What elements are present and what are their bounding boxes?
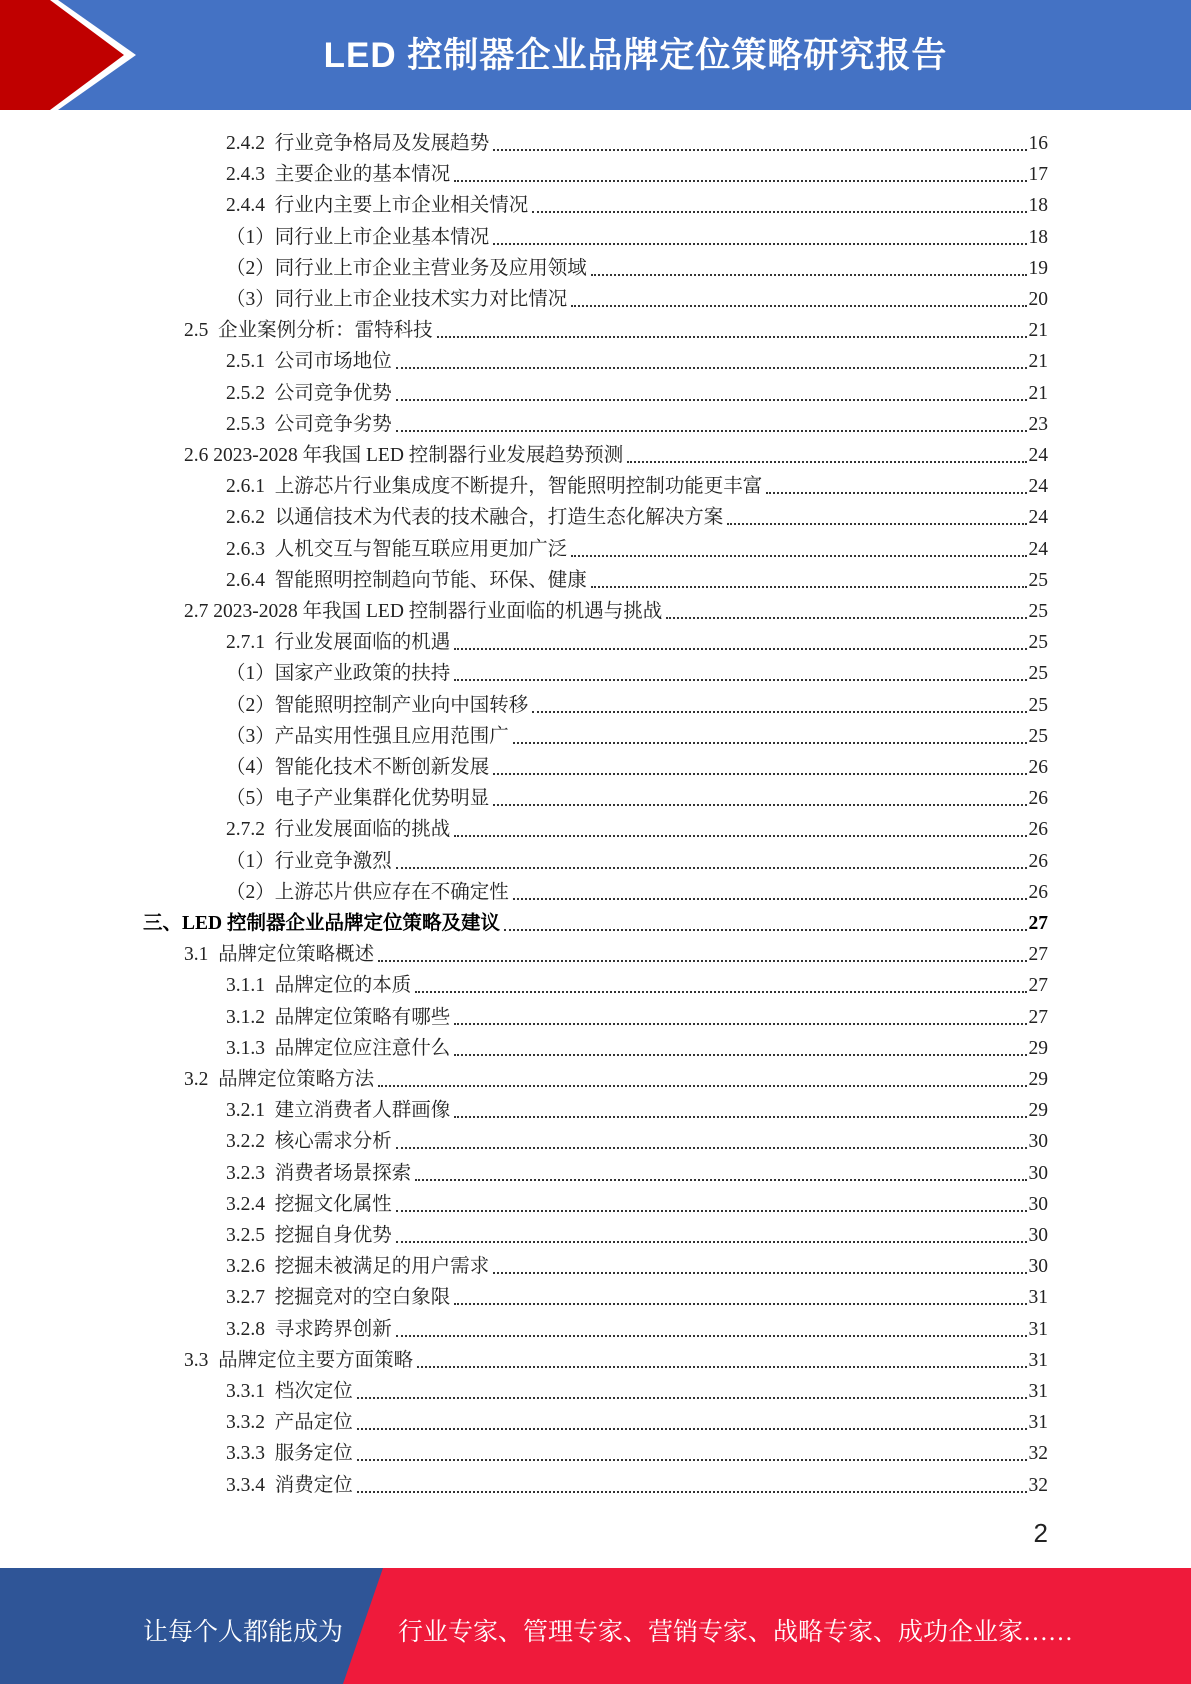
page-header [0,0,1191,110]
toc-entry[interactable] [226,565,1048,596]
toc-dot-leader [454,1053,1026,1056]
toc-entry-page: 27 [1028,975,1048,997]
toc-dot-leader [396,1334,1027,1337]
toc-entry-page: 24 [1028,476,1048,498]
toc-dot-leader [727,522,1026,525]
toc-entry-page: 30 [1028,1131,1048,1153]
toc-dot-leader [396,429,1027,432]
toc-entry[interactable] [226,159,1048,190]
toc-entry-page: 26 [1028,881,1048,903]
report-title: LED 控制器企业品牌定位策略研究报告 [323,36,948,75]
toc-entry[interactable] [226,814,1048,845]
toc-entry-title: 3.1.1 品牌定位的本质 [226,975,412,997]
toc-entry-page: 29 [1028,1100,1048,1122]
toc-entry[interactable] [184,315,1048,346]
toc-dot-leader [378,1084,1026,1087]
toc-entry-title: 3.3.3 服务定位 [226,1443,353,1465]
toc-entry[interactable] [226,1189,1048,1220]
toc-entry[interactable] [226,690,1048,721]
toc-dot-leader [454,647,1026,650]
toc-entry[interactable] [226,1470,1048,1501]
toc-entry-title: （3）同行业上市企业技术实力对比情况 [226,289,568,310]
toc-entry-page: 27 [1028,944,1048,966]
toc-entry[interactable] [226,128,1048,159]
toc-dot-leader [357,1490,1027,1493]
toc-entry-title: 3.3.2 产品定位 [226,1412,353,1434]
toc-entry-title: （1）同行业上市企业基本情况 [226,226,490,248]
toc-entry[interactable] [226,1002,1048,1033]
toc-dot-leader [627,460,1026,463]
toc-entry-title: 3.2 品牌定位策略方法 [184,1069,375,1090]
toc-entry-page: 17 [1028,164,1048,186]
toc-dot-leader [493,803,1026,806]
toc-entry[interactable] [226,1220,1048,1251]
toc-entry-page: 21 [1028,382,1048,404]
toc-entry[interactable] [143,908,1048,939]
toc-entry-title: （2）上游芯片供应存在不确定性 [226,881,509,903]
toc-entry[interactable] [226,222,1048,253]
toc-entry-title: 2.5 企业案例分析：雷特科技 [184,320,433,342]
toc-entry-page: 26 [1028,757,1048,778]
toc-entry-title: 3.2.6 挖掘未被满足的用户需求 [226,1256,490,1278]
page-footer [0,1568,1191,1684]
toc-entry-title: （4）智能化技术不断创新发展 [226,757,490,778]
toc-entry-title: 2.4.4 行业内主要上市企业相关情况 [226,195,529,217]
toc-entry[interactable] [226,1251,1048,1282]
toc-dot-leader [504,928,1027,931]
toc-entry-title: 3.2.5 挖掘自身优势 [226,1225,392,1246]
toc-dot-leader [532,210,1026,213]
toc-entry[interactable] [226,1407,1048,1438]
toc-entry-title: （1）行业竞争激烈 [226,850,392,872]
toc-entry[interactable] [226,1282,1048,1313]
toc-entry-title: 2.7 2023-2028 年我国 LED 控制器行业面临的机遇与挑战 [184,601,663,622]
toc-dot-leader [571,554,1026,557]
toc-dot-leader [571,304,1026,307]
toc-entry-page: 21 [1028,351,1048,373]
toc-entry-title: 3.3.4 消费定位 [226,1474,353,1496]
toc-entry-title: 2.6 2023-2028 年我国 LED 控制器行业发展趋势预测 [184,445,624,466]
toc-entry[interactable] [226,1158,1048,1189]
toc-entry-title: 3.1.3 品牌定位应注意什么 [226,1037,451,1059]
toc-entry[interactable] [184,440,1048,471]
toc-entry-page: 31 [1028,1381,1048,1402]
toc-entry-title: （2）同行业上市企业主营业务及应用领域 [226,257,587,279]
toc-entry-title: 2.6.3 人机交互与智能互联应用更加广泛 [226,538,568,560]
toc-entry-page: 30 [1028,1225,1048,1246]
toc-entry[interactable] [226,1376,1048,1407]
toc-entry-title: 3.2.4 挖掘文化属性 [226,1193,392,1215]
toc-entry[interactable] [226,1314,1048,1345]
toc-entry[interactable] [226,502,1048,533]
toc-entry-title: 2.4.3 主要企业的基本情况 [226,164,451,186]
toc-entry-title: （2）智能照明控制产业向中国转移 [226,694,529,716]
toc-entry-page: 16 [1028,133,1048,154]
toc-entry-page: 30 [1028,1193,1048,1215]
toc-entry-title: 三、LED 控制器企业品牌定位策略及建议 [143,913,500,934]
toc-entry[interactable] [226,970,1048,1001]
toc-entry-title: 3.2.7 挖掘竞对的空白象限 [226,1287,451,1309]
toc-entry-title: 2.5.2 公司竞争优势 [226,382,392,404]
toc-entry-page: 32 [1028,1474,1048,1496]
toc-dot-leader [493,772,1026,775]
toc-entry-title: 3.2.2 核心需求分析 [226,1131,392,1153]
toc-dot-leader [396,366,1027,369]
toc-dot-leader [454,1302,1026,1305]
toc-entry-title: 3.2.1 建立消费者人群画像 [226,1100,451,1122]
toc-entry[interactable] [226,253,1048,284]
toc-entry[interactable] [226,534,1048,565]
toc-dot-leader [513,897,1027,900]
toc-entry[interactable] [226,346,1048,377]
toc-entry[interactable] [226,1095,1048,1126]
toc-dot-leader [357,1458,1027,1461]
toc-entry-page: 25 [1028,569,1048,591]
toc-entry-page: 20 [1028,289,1048,310]
toc-dot-leader [493,148,1026,151]
toc-entry-page: 25 [1028,601,1048,622]
toc-entry-title: （5）电子产业集群化优势明显 [226,788,490,810]
toc-dot-leader [513,741,1027,744]
chevron-logo-icon [0,0,160,110]
toc-entry[interactable] [226,378,1048,409]
toc-entry-page: 26 [1028,788,1048,810]
toc-dot-leader [357,1396,1027,1399]
toc-entry-page: 25 [1028,632,1048,654]
toc-entry-page: 21 [1028,320,1048,342]
toc-dot-leader [666,616,1026,619]
toc-entry[interactable] [184,939,1048,970]
footer-slogan-left: 让每个人都能成为 [143,1619,344,1646]
toc-entry[interactable] [226,752,1048,783]
toc-entry[interactable] [226,1126,1048,1157]
toc-entry-page: 32 [1028,1443,1048,1465]
toc-entry[interactable] [226,471,1048,502]
toc-entry[interactable] [226,658,1048,689]
toc-dot-leader [493,242,1026,245]
toc-entry-page: 31 [1028,1287,1048,1309]
toc-dot-leader [396,1146,1027,1149]
toc-entry[interactable] [226,1033,1048,1064]
toc-entry[interactable] [184,1064,1048,1095]
toc-entry-page: 25 [1028,694,1048,716]
toc-entry[interactable] [226,1438,1048,1469]
toc-dot-leader [357,1427,1027,1430]
toc-dot-leader [396,398,1027,401]
toc-entry[interactable] [226,846,1048,877]
toc-entry-page: 19 [1028,257,1048,279]
toc-dot-leader [493,1271,1026,1274]
toc-entry-page: 29 [1028,1069,1048,1090]
toc-entry-title: 2.7.1 行业发展面临的机遇 [226,632,451,654]
toc-entry-page: 18 [1028,195,1048,217]
toc-entry-page: 18 [1028,226,1048,248]
toc-entry-title: （1）国家产业政策的扶持 [226,663,451,685]
toc-entry-title: 2.6.2 以通信技术为代表的技术融合，打造生态化解决方案 [226,507,724,529]
toc-entry[interactable] [226,877,1048,908]
toc-dot-leader [396,1209,1027,1212]
toc-dot-leader [591,585,1027,588]
toc-dot-leader [415,990,1026,993]
toc-entry-title: 3.1 品牌定位策略概述 [184,944,375,966]
toc-entry-title: 2.5.3 公司竞争劣势 [226,413,392,435]
toc-dot-leader [454,179,1026,182]
toc-entry-page: 31 [1028,1318,1048,1340]
toc-entry-title: 3.1.2 品牌定位策略有哪些 [226,1006,451,1028]
toc-entry-page: 31 [1028,1412,1048,1434]
footer-slogan-right: 行业专家、管理专家、营销专家、战略专家、成功企业家…… [398,1619,1074,1646]
toc-entry-page: 24 [1028,538,1048,560]
toc-dot-leader [396,1240,1027,1243]
toc-entry-page: 31 [1028,1349,1048,1371]
toc-entry-title: 2.7.2 行业发展面临的挑战 [226,819,451,841]
toc-entry-title: 2.6.1 上游芯片行业集成度不断提升，智能照明控制功能更丰富 [226,476,763,498]
toc-dot-leader [454,678,1026,681]
toc-entry[interactable] [226,627,1048,658]
toc-dot-leader [532,710,1026,713]
toc-entry-page: 27 [1028,1006,1048,1028]
toc-entry-page: 24 [1028,507,1048,529]
toc-entry-page: 25 [1028,725,1048,747]
toc-dot-leader [454,1115,1026,1118]
toc-entry-page: 30 [1028,1162,1048,1184]
toc-dot-leader [417,1365,1026,1368]
toc-entry[interactable] [226,409,1048,440]
toc-dot-leader [454,1022,1026,1025]
toc-entry[interactable] [184,596,1048,627]
toc-entry-title: 2.5.1 公司市场地位 [226,351,392,373]
toc-entry-page: 23 [1028,413,1048,435]
toc-entry-title: 3.3.1 档次定位 [226,1381,353,1402]
toc-dot-leader [396,866,1027,869]
toc-dot-leader [766,491,1026,494]
toc-entry[interactable] [226,190,1048,221]
toc-entry-page: 29 [1028,1037,1048,1059]
page-number: 2 [1033,1518,1048,1548]
toc-entry-page: 24 [1028,445,1048,466]
toc-entry-title: 2.6.4 智能照明控制趋向节能、环保、健康 [226,569,587,591]
toc-entry[interactable] [226,783,1048,814]
toc-entry-title: 2.4.2 行业竞争格局及发展趋势 [226,133,490,154]
toc-entry-title: 3.3 品牌定位主要方面策略 [184,1349,414,1371]
toc-entry-page: 25 [1028,663,1048,685]
toc-entry-title: 3.2.3 消费者场景探索 [226,1162,412,1184]
toc-entry-page: 26 [1028,819,1048,841]
toc-dot-leader [378,959,1026,962]
toc-dot-leader [591,273,1027,276]
toc-entry-page: 26 [1028,850,1048,872]
toc-entry-page: 27 [1028,913,1048,934]
toc-entry-title: （3）产品实用性强且应用范围广 [226,725,509,747]
toc-dot-leader [437,335,1027,338]
toc-entry[interactable] [184,1345,1048,1376]
toc-entry[interactable] [226,721,1048,752]
toc-entry-page: 30 [1028,1256,1048,1278]
toc-entry[interactable] [226,284,1048,315]
toc-entry-title: 3.2.8 寻求跨界创新 [226,1318,392,1340]
toc-dot-leader [454,834,1026,837]
toc-dot-leader [415,1178,1026,1181]
